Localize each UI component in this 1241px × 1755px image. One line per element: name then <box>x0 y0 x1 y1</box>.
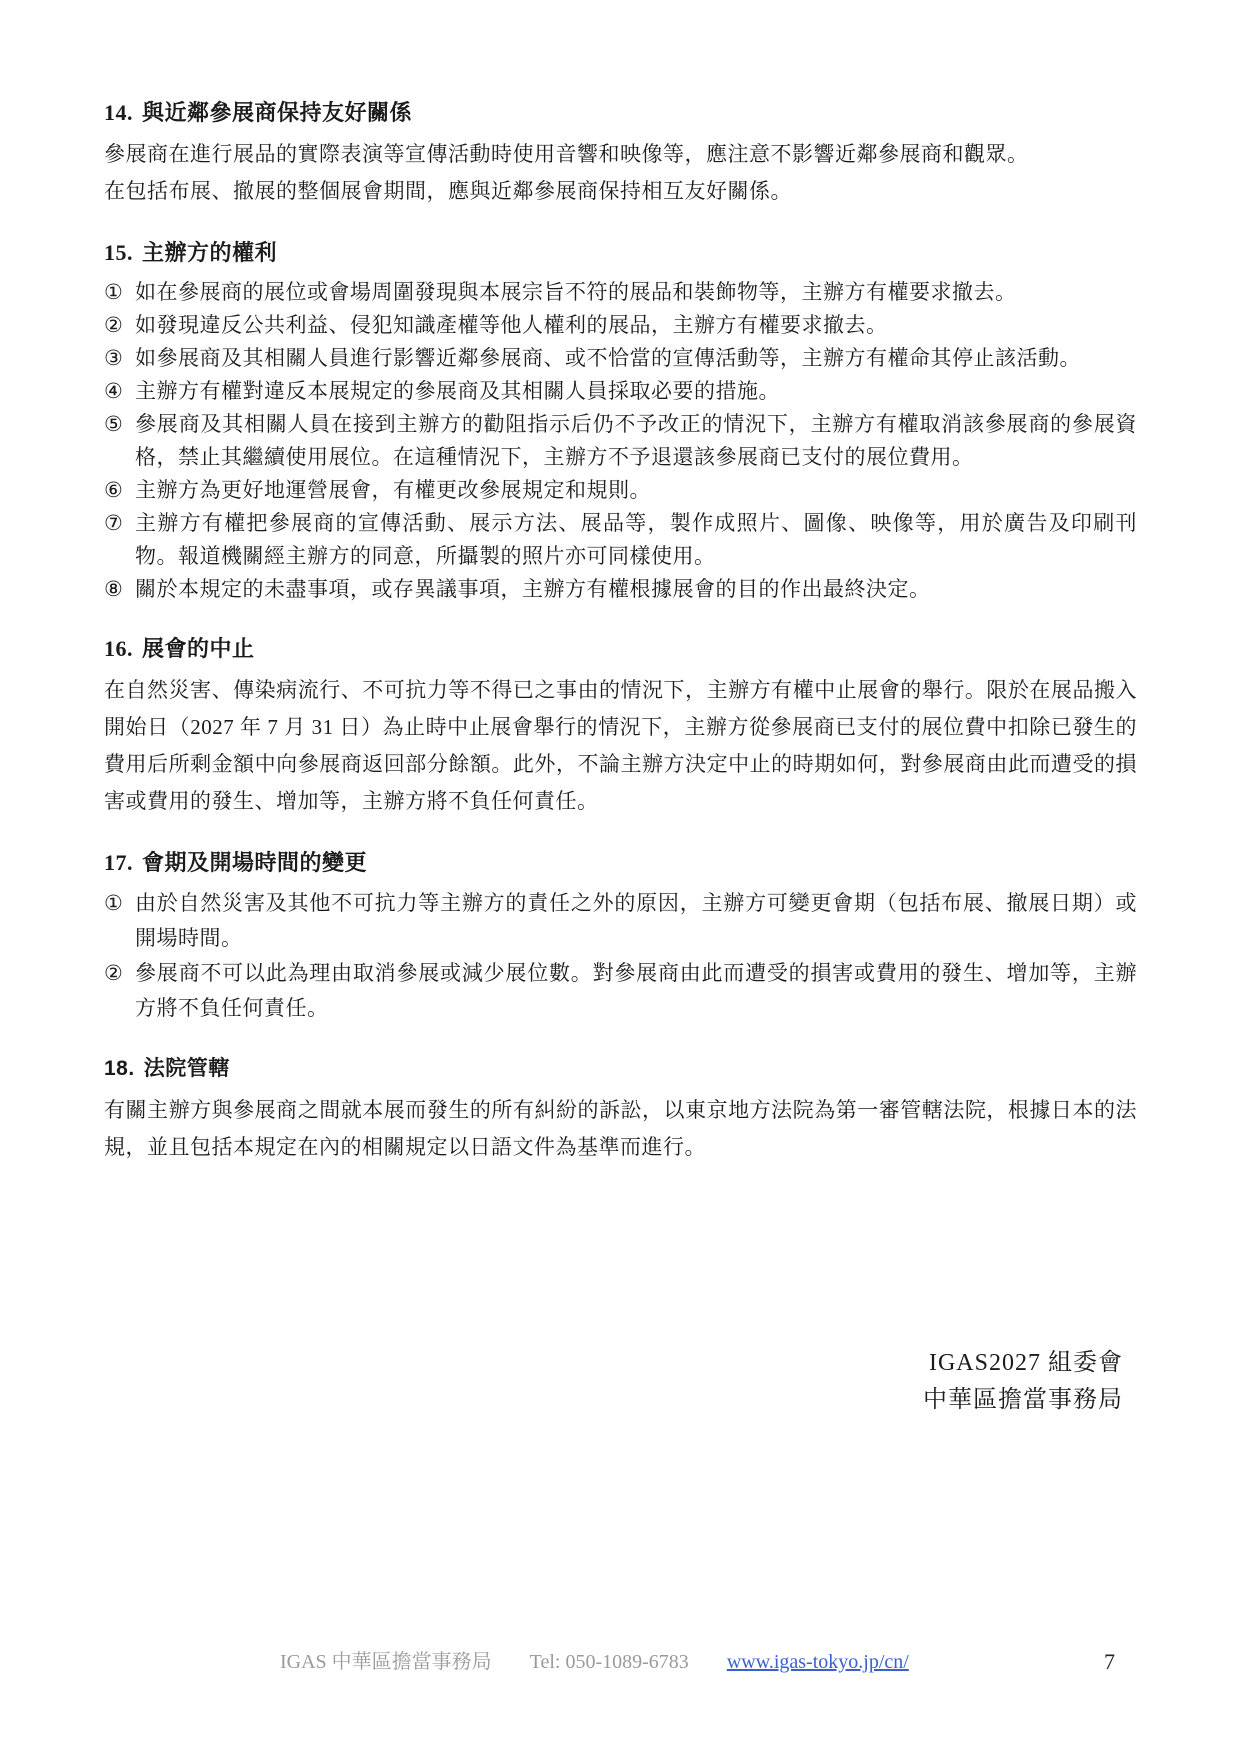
section-title: 法院管轄 <box>143 1057 230 1080</box>
section-17-heading <box>104 850 1137 876</box>
numbered-list <box>104 886 1137 1026</box>
page-number: 7 <box>1104 1649 1115 1674</box>
list-item <box>104 507 1137 573</box>
section-14-heading <box>104 100 1137 126</box>
section-17 <box>104 850 1137 1026</box>
item-marker: ⑧ <box>104 577 124 601</box>
paragraph: 參展商在進行展品的實際表演等宣傳活動時使用音響和映像等，應注意不影響近鄰參展商和觀眾。 <box>104 142 1029 166</box>
section-16 <box>104 636 1137 820</box>
item-text: 關於本規定的未盡事項，或存異議事項，主辦方有權根據展會的目的作出最終決定。 <box>135 577 931 601</box>
item-marker: ⑦ <box>104 511 124 535</box>
item-marker: ⑥ <box>104 478 124 502</box>
paragraph: 有關主辦方與參展商之間就本展而發生的所有糾紛的訴訟，以東京地方法院為第一審管轄法院，根據日本的法規，並且包括本規定在內的相關規定以日語文件為基準而進行。 <box>104 1098 1137 1159</box>
section-number: 14. <box>104 100 133 125</box>
section-title: 展會的中止 <box>142 636 255 661</box>
item-text: 參展商及其相關人員在接到主辦方的勸阻指示后仍不予改正的情況下，主辦方有權取消該參展商的參展資格，禁止其繼續使用展位。在這種情況下，主辦方不予退還該參展商已支付的展位費用。 <box>135 412 1137 469</box>
footer-website-link[interactable]: www.igas-tokyo.jp/cn/ <box>726 1651 909 1673</box>
item-text: 參展商不可以此為理由取消參展或減少展位數。對參展商由此而遭受的損害或費用的發生、增加等，主辦方將不負任何責任。 <box>135 961 1137 1020</box>
item-marker: ③ <box>104 346 124 370</box>
section-number: 15. <box>104 240 133 265</box>
item-text: 主辦方有權把參展商的宣傳活動、展示方法、展品等，製作成照片、圖像、映像等，用於廣告及印刷刊物。報道機關經主辦方的同意，所攝製的照片亦可同樣使用。 <box>135 511 1137 568</box>
footer-contact <box>280 1648 909 1676</box>
section-15-heading <box>104 240 1137 266</box>
item-marker: ① <box>104 280 124 304</box>
item-text: 如參展商及其相關人員進行影響近鄰參展商、或不恰當的宣傳活動等，主辦方有權命其停止該活動。 <box>135 346 1081 370</box>
item-marker: ⑤ <box>104 412 124 436</box>
item-text: 由於自然災害及其他不可抗力等主辦方的責任之外的原因，主辦方可變更會期（包括布展、撤展日期）或開場時間。 <box>135 891 1137 950</box>
document-content <box>104 100 1137 1166</box>
list-item <box>104 342 1137 375</box>
section-number: 16. <box>104 636 133 661</box>
section-18 <box>104 1056 1137 1166</box>
signature-office: 中華區擔當事務局 <box>923 1387 1123 1413</box>
section-title: 會期及開場時間的變更 <box>142 850 368 875</box>
item-marker: ① <box>104 891 124 915</box>
numbered-list <box>104 276 1137 606</box>
item-text: 如發現違反公共利益、侵犯知識產權等他人權利的展品，主辦方有權要求撤去。 <box>135 313 888 337</box>
section-15 <box>104 240 1137 606</box>
section-18-heading <box>104 1056 1137 1082</box>
page-footer <box>0 1648 1241 1680</box>
section-number: 17. <box>104 850 133 875</box>
footer-org-name: IGAS 中華區擔當事務局 <box>280 1651 492 1673</box>
item-text: 主辦方為更好地運營展會，有權更改參展規定和規則。 <box>135 478 651 502</box>
list-item <box>104 956 1137 1026</box>
list-item <box>104 375 1137 408</box>
section-14 <box>104 100 1137 210</box>
signature-org: IGAS2027 組委會 <box>928 1350 1123 1376</box>
paragraph: 在包括布展、撤展的整個展會期間，應與近鄰參展商保持相互友好關係。 <box>104 179 792 203</box>
list-item <box>104 408 1137 474</box>
footer-telephone: Tel: 050-1089-6783 <box>529 1651 689 1673</box>
section-number: 18. <box>104 1057 135 1080</box>
section-title: 主辦方的權利 <box>142 240 278 265</box>
section-title: 與近鄰參展商保持友好關係 <box>142 100 413 125</box>
signature-block <box>923 1345 1123 1419</box>
item-marker: ② <box>104 313 124 337</box>
item-marker: ② <box>104 961 124 985</box>
list-item <box>104 276 1137 309</box>
section-16-heading <box>104 636 1137 662</box>
paragraph: 在自然災害、傳染病流行、不可抗力等不得已之事由的情況下，主辦方有權中止展會的舉行。限於在展品搬入開始日（2027 年 7 月 31 日）為止時中止展會舉行的情況下，主辦方從參展商已支付的展位費中扣除已發生的費用后所剩金額中向參展商返回部分餘額。此外，不論主辦方決定中止的時期如何，對參展商由此而遭受的損害或費用的發生、增加等，主辦方將不負任何責任。 <box>104 678 1137 813</box>
list-item <box>104 474 1137 507</box>
item-marker: ④ <box>104 379 124 403</box>
item-text: 主辦方有權對違反本展規定的參展商及其相關人員採取必要的措施。 <box>135 379 780 403</box>
list-item <box>104 573 1137 606</box>
list-item <box>104 886 1137 956</box>
item-text: 如在參展商的展位或會場周圍發現與本展宗旨不符的展品和裝飾物等，主辦方有權要求撤去。 <box>135 280 1017 304</box>
list-item <box>104 309 1137 342</box>
